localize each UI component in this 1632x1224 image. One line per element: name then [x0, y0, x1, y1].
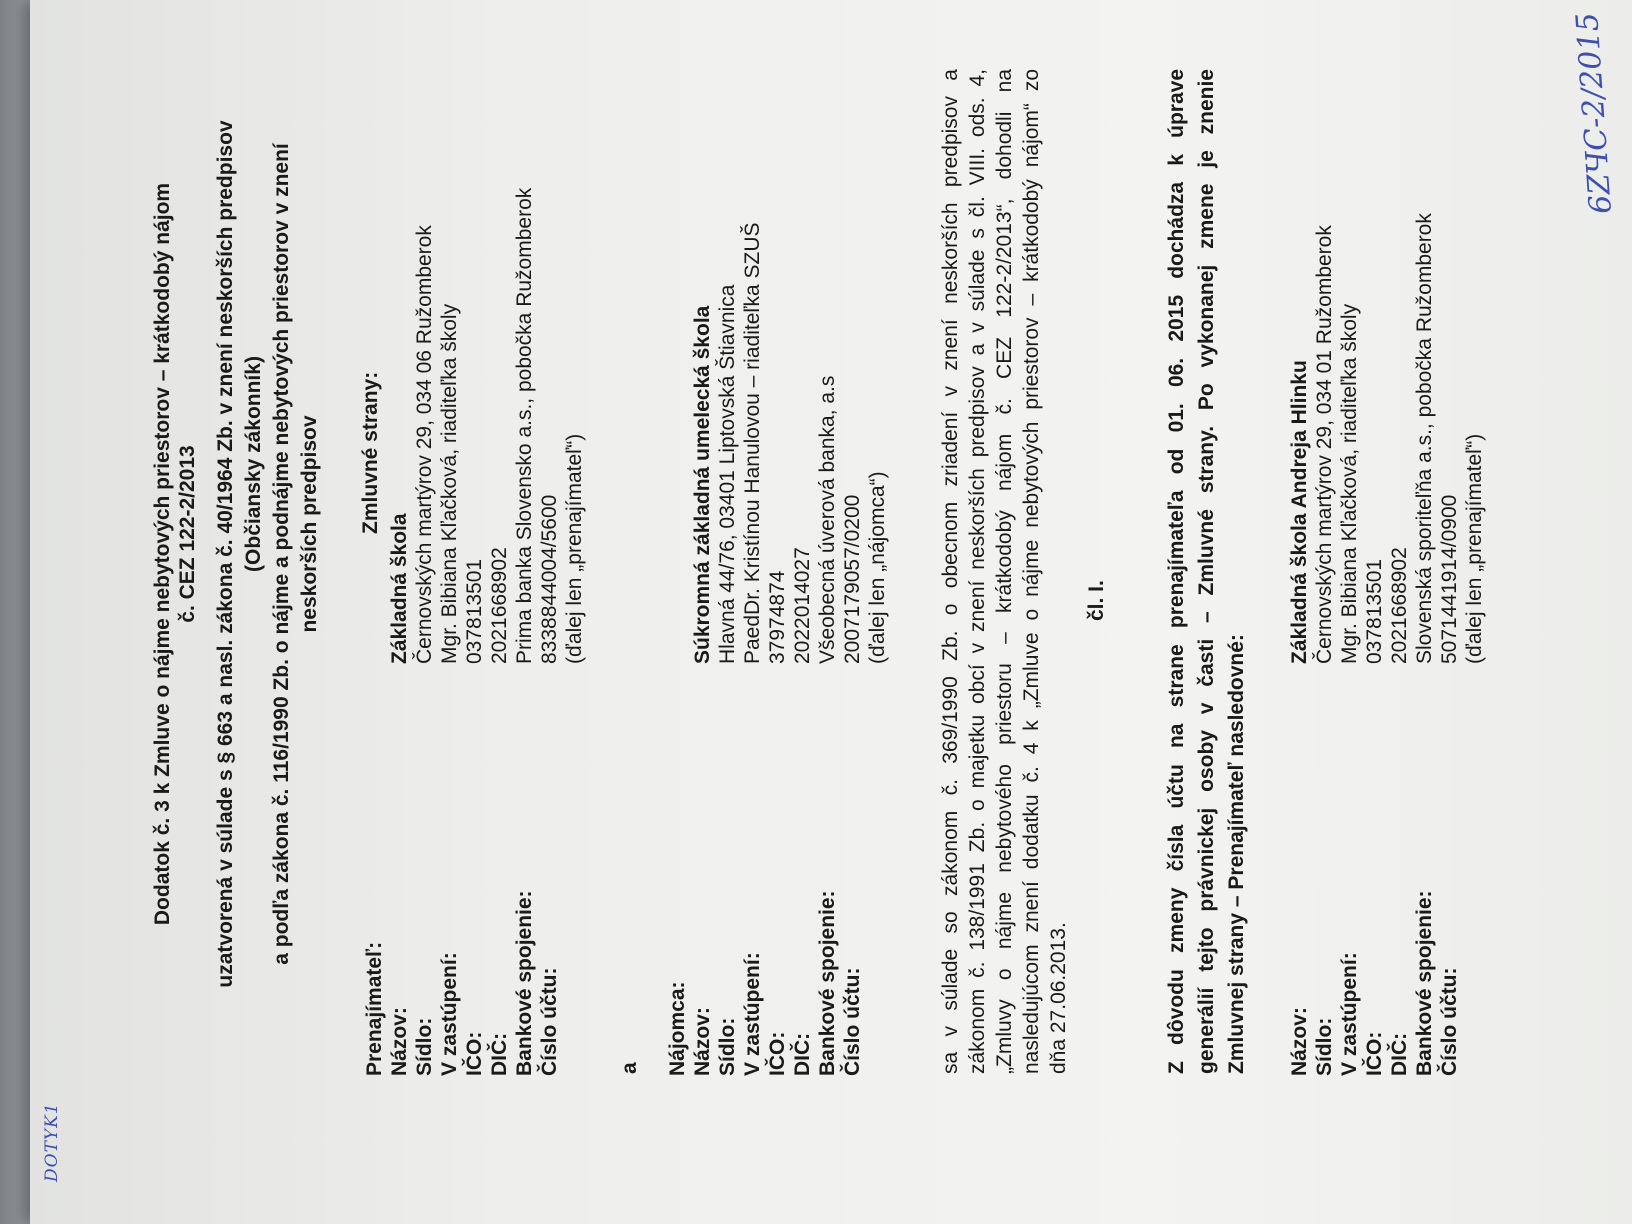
field-value: Černovských martýrov 29, 034 01 Ružomberok — [1313, 225, 1336, 664]
field-label: Sídlo: — [1313, 1017, 1336, 1076]
title-line: a podľa zákona č. 116/1990 Zb. o nájme a podnájme nebytových priestorov v znení — [270, 143, 293, 965]
paragraph-line: dňa 27.06.2013. — [1047, 922, 1070, 1074]
paragraph-line: nasledujúcom znení dodatku č. 4 k „Zmluve o nájme nebytových priestorov – krátkodobý nájom“ zo — [1020, 69, 1043, 1074]
field-label: DIČ: — [488, 1032, 511, 1076]
field-label: V zastúpení: — [741, 952, 764, 1076]
landlord-labels — [387, 890, 562, 1076]
field-note: (ďalej len „nájomca“) — [866, 471, 889, 664]
tenant-role: Nájomca: — [666, 981, 689, 1076]
document-title — [150, 114, 200, 994]
paragraph-line: zákonom č. 138/1991 Zb. o majetku obcí v znení neskorších predpisov a v súlade s čl. VIII. ods. 4, — [966, 69, 989, 1074]
field-label: DIČ: — [791, 1032, 814, 1076]
field-label: IČO: — [1363, 1031, 1386, 1076]
field-value: 8338844004/5600 — [538, 494, 561, 664]
field-label: IČO: — [463, 1031, 486, 1076]
paragraph-line: „Zmluvy o nájme nebytového priestoru – krátkodobý nájom č. CEZ 122-2/2013“, dohodli na — [993, 69, 1016, 1074]
field-value: Prima banka Slovensko a.s., pobočka Ružomberok — [513, 187, 536, 664]
handwritten-code: 6ZЧС-2/2015 — [1570, 11, 1619, 215]
field-label: IČO: — [766, 1031, 789, 1076]
landlord-role: Prenajímateľ: — [363, 941, 386, 1076]
field-value: 2021668902 — [488, 547, 511, 664]
field-label: Číslo účtu: — [1438, 967, 1461, 1076]
field-value: Všeobecná úverová banka, a.s — [816, 375, 839, 664]
parties-heading: Zmluvné strany: — [359, 371, 382, 534]
field-label: Bankové spojenie: — [513, 890, 536, 1076]
paragraph-line: sa v súlade so zákonom č. 369/1990 Zb. o obecnom zriadení v znení neskorších predpisov a — [939, 69, 962, 1074]
title-line: uzatvorená v súlade s § 663 a nasl. zákona č. 40/1964 Zb. v znení neskorších predpisov — [214, 120, 237, 988]
new-landlord-values — [1287, 213, 1487, 664]
and-word: a — [618, 1062, 641, 1074]
field-value: 2007179057/0200 — [841, 494, 864, 664]
field-label: DIČ: — [1388, 1032, 1411, 1076]
landlord-values — [387, 188, 587, 664]
field-value: 2021668902 — [1388, 547, 1411, 664]
change-paragraph — [1163, 69, 1253, 1074]
field-label: V zastúpení: — [1338, 952, 1361, 1076]
article-heading: čl. I. — [1085, 580, 1108, 621]
title-line: č. CEZ 122-2/2013 — [176, 445, 199, 623]
field-label: Číslo účtu: — [538, 967, 561, 1076]
field-label: Názov: — [1288, 1007, 1311, 1076]
field-label: Bankové spojenie: — [1413, 890, 1436, 1076]
intro-paragraph — [938, 69, 1073, 1074]
title-line: (Občiansky zákonník) — [242, 356, 265, 572]
field-label: Názov: — [691, 1007, 714, 1076]
field-label: Číslo účtu: — [841, 967, 864, 1076]
field-value: 037813501 — [1363, 558, 1386, 664]
paragraph-line: Z dôvodu zmeny čísla účtu na strane prenajímateľa od 01. 06. 2015 dochádza k úprave — [1165, 69, 1188, 1074]
field-note: (ďalej len „prenajímateľ“) — [1463, 433, 1486, 664]
field-value: 37974874 — [766, 570, 789, 664]
field-value: Mgr. Bibiana Kľačková, riaditeľka školy — [1338, 303, 1361, 664]
title-line: neskorších predpisov — [298, 415, 321, 633]
field-label: Sídlo: — [413, 1017, 436, 1076]
field-label: Názov: — [388, 1007, 411, 1076]
paragraph-line: generálií tejto právnickej osoby v časti – Zmluvné strany. Po vykonanej zmene je znenie — [1195, 69, 1218, 1074]
landlord-name: Základná škola — [388, 513, 411, 664]
tenant-values — [690, 222, 890, 664]
field-value: Mgr. Bibiana Kľačková, riaditeľka školy — [438, 303, 461, 664]
title-line: Dodatok č. 3 k Zmluve o nájme nebytových priestorov – krátkodobý nájom — [151, 182, 174, 926]
new-landlord-labels — [1287, 890, 1462, 1076]
field-label: V zastúpení: — [438, 952, 461, 1076]
field-label: Bankové spojenie: — [816, 890, 839, 1076]
tenant-labels — [690, 890, 865, 1076]
field-value: 5071441914/0900 — [1438, 494, 1461, 664]
tenant-name: Súkromná základná umelecká škola — [691, 305, 714, 664]
paragraph-line: Zmluvnej strany – Prenajímateľ nasledovné: — [1225, 634, 1248, 1074]
field-value: PaedDr. Kristínou Hanulovou – riaditeľka SZUŠ — [741, 222, 764, 664]
field-value: 2022014027 — [791, 547, 814, 664]
field-value: Hlavná 44/76, 03401 Liptovská Štiavnica — [716, 284, 739, 664]
field-value: Černovských martýrov 29, 034 06 Ružomberok — [413, 225, 436, 664]
field-value: Slovenská sporiteľňa a.s., pobočka Ružomberok — [1413, 213, 1436, 664]
handwritten-tag: DOTYK1 — [42, 1102, 62, 1182]
field-note: (ďalej len „prenajímateľ“) — [563, 433, 586, 664]
field-value: 037813501 — [463, 558, 486, 664]
new-landlord-name: Základná škola Andreja Hlinku — [1288, 360, 1311, 664]
field-label: Sídlo: — [716, 1017, 739, 1076]
document-subtitle — [212, 4, 324, 1104]
